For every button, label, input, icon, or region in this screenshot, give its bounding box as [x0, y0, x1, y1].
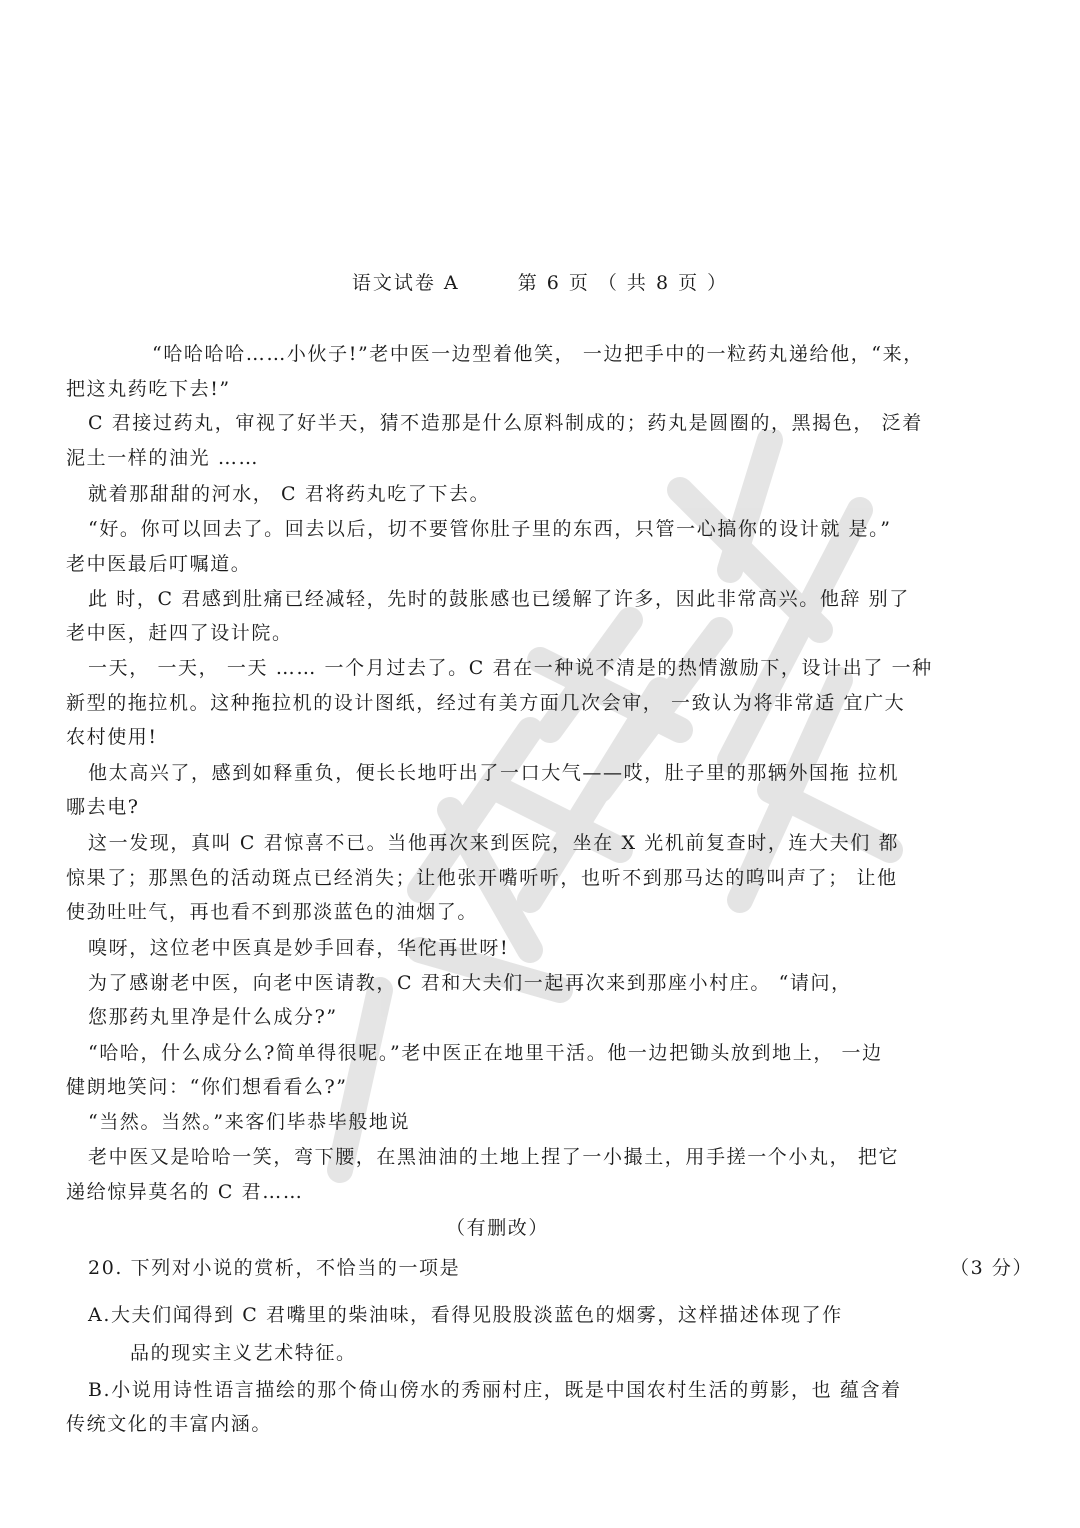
passage-line: 老中医最后叮嘱道。	[66, 553, 252, 575]
passage-line: 老中医又是哈哈一笑，弯下腰，在黑油油的土地上捏了一小撮土，用手搓一个小丸， 把它	[88, 1146, 900, 1168]
option-b-continued: 传统文化的丰富内涵。	[66, 1413, 273, 1435]
passage-line: 惊果了；那黑色的活动斑点已经消失；让他张开嘴听听，也听不到那马达的呜叫声了； 让他	[66, 867, 898, 889]
page-number: 第 6 页 （ 共 8 页 ）	[517, 272, 729, 294]
passage-line: 健朗地笑问：“你们想看看么?”	[66, 1076, 348, 1098]
passage-line: 一天， 一天， 一天 …… 一个月过去了。C 君在一种说不清是的热情激励下，设计出了 一种	[88, 657, 933, 679]
passage-line: 就着那甜甜的河水， C 君将药丸吃了下去。	[88, 483, 491, 505]
passage-line: 嗅呀，这位老中医真是妙手回春，华佗再世呀!	[88, 937, 510, 959]
page-header	[0, 268, 1080, 295]
passage-line: 这一发现，真叫 C 君惊喜不已。当他再次来到医院，坐在 X 光机前复查时，连大夫们 都	[88, 832, 900, 854]
passage-line: “哈哈哈哈……小伙子!”老中医一边型着他笑， 一边把手中的一粒药丸递给他，“来，	[152, 343, 924, 365]
passage-line: 老中医，赶四了设计院。	[66, 622, 293, 644]
passage-line: C 君接过药丸，审视了好半天，猜不造那是什么原料制成的；药丸是圆圈的，黑揭色， 泛着	[88, 412, 923, 434]
option-b: B.小说用诗性语言描绘的那个倚山傍水的秀丽村庄，既是中国农村生活的剪影，也 蕴含着	[88, 1379, 902, 1401]
passage-line: 您那药丸里净是什么成分?”	[88, 1006, 338, 1028]
passage-line: 泥土一样的油光 ……	[66, 447, 260, 469]
question-stem: 20. 下列对小说的赏析，不恰当的一项是	[88, 1257, 461, 1279]
passage-line: “好。你可以回去了。回去以后，切不要管你肚子里的东西，只管一心搞你的设计就 是。”	[88, 518, 892, 540]
passage-line: “哈哈，什么成分么?简单得很呢。”老中医正在地里干活。他一边把锄头放到地上， 一边	[88, 1042, 883, 1064]
revision-note: （有删改）	[446, 1217, 550, 1239]
passage-line: 哪去电?	[66, 796, 140, 818]
passage-line: 此 时，C 君感到肚痛已经减轻，先时的鼓胀感也已缓解了许多，因此非常高兴。他辞 别了	[88, 588, 910, 610]
passage-line: “当然。当然。”来客们毕恭毕般地说	[88, 1111, 411, 1133]
watermark-stamp	[300, 430, 920, 1190]
passage-line: 把这丸药吃下去!”	[66, 378, 231, 400]
passage-line: 为了感谢老中医，向老中医请教，C 君和大夫们一起再次来到那座小村庄。 “请问，	[88, 972, 852, 994]
passage-line: 递给惊异莫名的 C 君……	[66, 1181, 304, 1203]
passage-line: 农村使用!	[66, 726, 158, 748]
option-a-continued: 品的现实主义艺术特征。	[130, 1342, 357, 1364]
option-a: A.大夫们闻得到 C 君嘴里的柴油味，看得见股股淡蓝色的烟雾，这样描述体现了作	[88, 1304, 843, 1326]
passage-line: 使劲吐吐气，再也看不到那淡蓝色的油烟了。	[66, 901, 479, 923]
question-score: （3 分）	[950, 1257, 1034, 1279]
paper-title: 语文试卷 A	[351, 272, 460, 294]
passage-line: 他太高兴了，感到如释重负，便长长地吁出了一口大气——哎，肚子里的那辆外国拖 拉机	[88, 762, 900, 784]
passage-line: 新型的拖拉机。这种拖拉机的设计图纸，经过有美方面几次会审， 一致认为将非常适 宜广大	[66, 692, 906, 714]
